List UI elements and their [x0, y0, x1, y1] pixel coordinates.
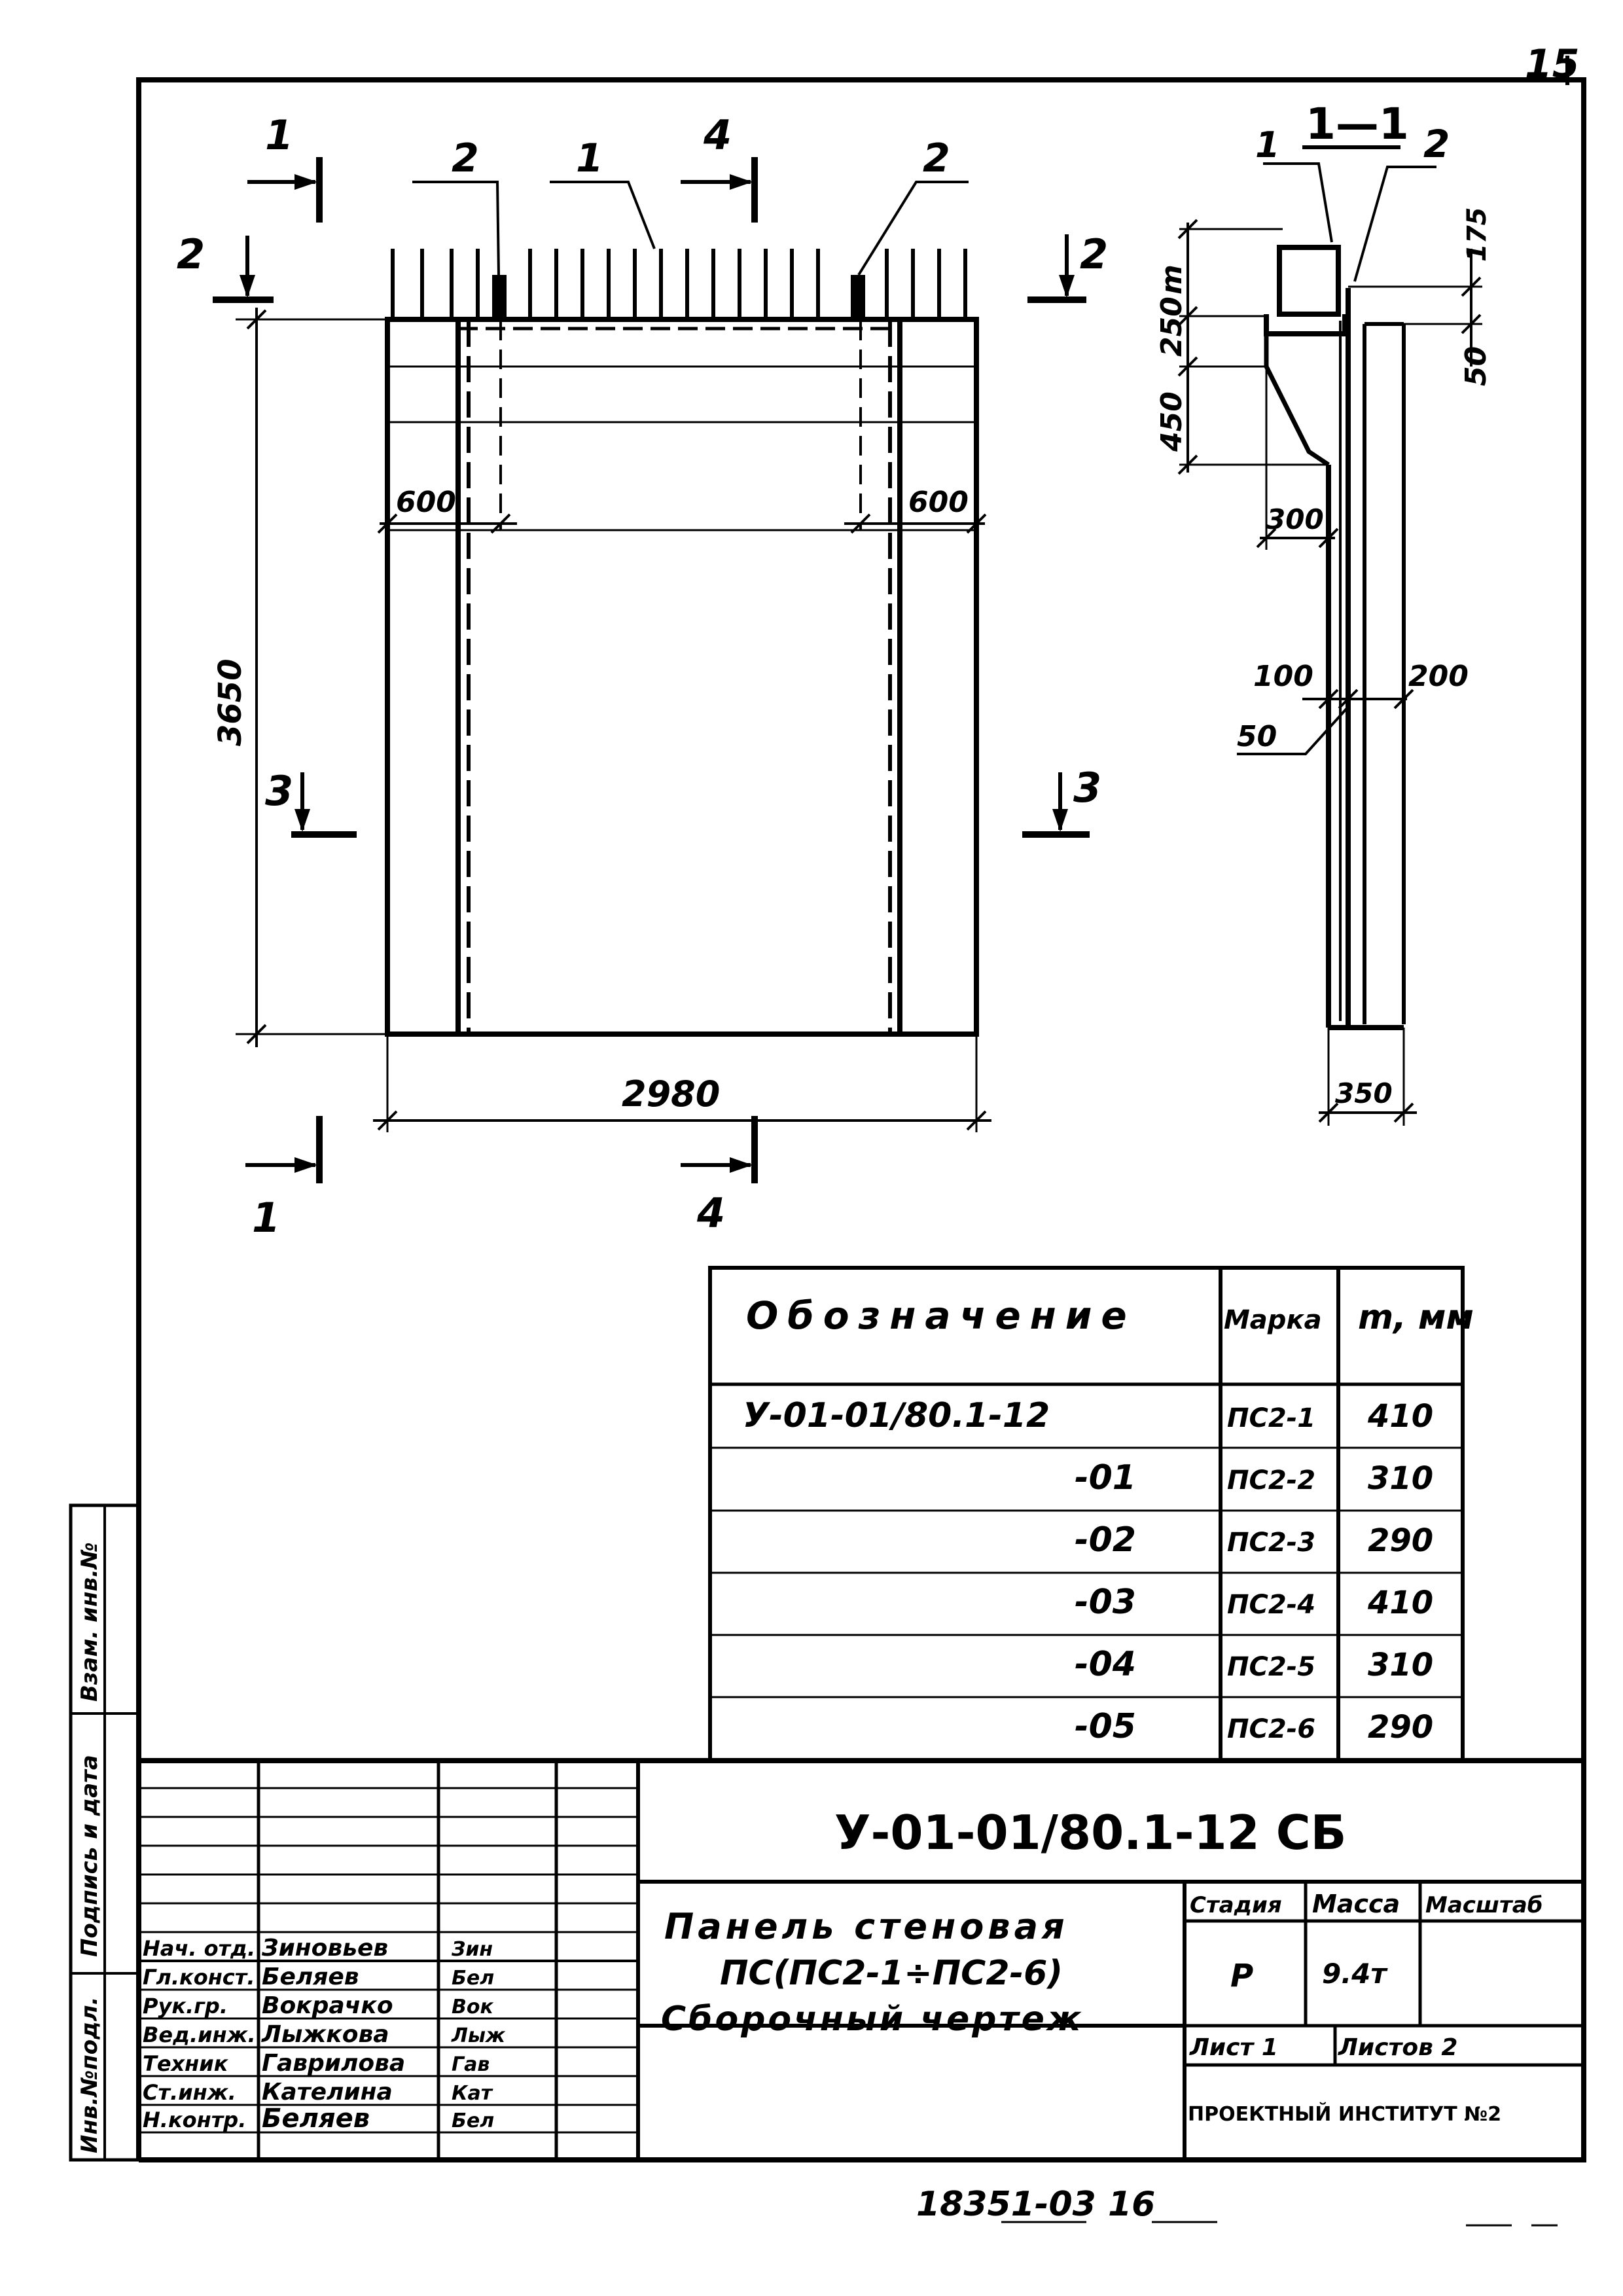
row-5-mark: ПС2-6 [1227, 1714, 1316, 1744]
svg-text:Кателина: Кателина [262, 2079, 393, 2106]
svg-text:600: 600 [396, 486, 456, 519]
svg-text:Вед.инж.: Вед.инж. [143, 2022, 256, 2047]
svg-text:Вокрачко: Вокрачко [262, 1992, 393, 2019]
row-0-mark: ПС2-1 [1227, 1403, 1316, 1433]
row-2-t: 290 [1368, 1522, 1434, 1559]
svg-text:2: 2 [1080, 230, 1109, 278]
svg-text:Зиновьев: Зиновьев [262, 1935, 389, 1962]
row-2-designation: -02 [1075, 1520, 1136, 1560]
doc-code: У-01-01/80.1-12 СБ [834, 1805, 1347, 1860]
svg-text:m: m [1155, 264, 1188, 295]
svg-text:3: 3 [265, 767, 294, 815]
svg-text:3: 3 [1073, 764, 1102, 812]
svg-text:250: 250 [1155, 296, 1188, 357]
mass-label: Масса [1312, 1890, 1400, 1918]
row-0-t: 410 [1368, 1398, 1434, 1435]
svg-text:350: 350 [1335, 1077, 1393, 1109]
svg-text:600: 600 [908, 486, 969, 519]
svg-text:2980: 2980 [622, 1073, 721, 1115]
callout-2-left: 2 [452, 135, 479, 181]
sheet-label: Лист 1 [1190, 2034, 1278, 2061]
svg-text:Гав: Гав [452, 2053, 490, 2076]
row-4-mark: ПС2-5 [1227, 1652, 1316, 1682]
svg-text:1: 1 [252, 1194, 281, 1242]
svg-text:4: 4 [697, 1189, 726, 1237]
svg-text:50: 50 [1459, 346, 1493, 386]
sign-date-label: Подпись и дата [77, 1755, 103, 1957]
svg-text:Зин: Зин [452, 1938, 493, 1961]
row-1-t: 310 [1368, 1460, 1434, 1497]
svg-text:Лыжкова: Лыжкова [262, 2021, 389, 2048]
svg-text:Нач. отд.: Нач. отд. [143, 1936, 256, 1961]
scale-label: Масштаб [1425, 1892, 1543, 1918]
svg-text:Лыж: Лыж [452, 2024, 505, 2047]
svg-text:450: 450 [1155, 391, 1188, 452]
replace-label: Взам. инв.№ [77, 1542, 103, 1702]
title-line2: ПС(ПС2-1÷ПС2-6) [720, 1954, 1063, 1993]
stage-value: Р [1230, 1958, 1254, 1994]
row-1-designation: -01 [1075, 1458, 1136, 1498]
inventory-number: 18351-03 16 [916, 2185, 1156, 2224]
svg-text:Рук.гр.: Рук.гр. [143, 1994, 228, 2018]
svg-text:Беляев: Беляев [262, 1964, 359, 1990]
callout-1: 1 [576, 135, 603, 181]
row-2-mark: ПС2-3 [1227, 1528, 1316, 1558]
svg-text:Вок: Вок [452, 1996, 493, 2018]
row-5-designation: -05 [1075, 1707, 1136, 1746]
staff-row [143, 2021, 506, 2048]
title-line3: Сборочный чертеж [661, 2000, 1084, 2039]
row-0-designation: У-01-01/80.1-12 [743, 1396, 1050, 1435]
svg-text:Бел: Бел [452, 2109, 495, 2132]
sheet-number: 15 [1525, 41, 1580, 87]
svg-text:50: 50 [1237, 720, 1277, 753]
row-4-t: 310 [1368, 1647, 1434, 1683]
svg-text:Гаврилова: Гаврилова [262, 2050, 406, 2077]
callout-2-right: 2 [923, 135, 950, 181]
row-5-t: 290 [1368, 1709, 1434, 1746]
stage-label: Стадия [1190, 1892, 1282, 1918]
inv-orig-label: Инв.№подл. [77, 1996, 103, 2153]
row-4-designation: -04 [1075, 1645, 1136, 1684]
row-3-t: 410 [1368, 1585, 1434, 1621]
svg-text:2: 2 [177, 230, 205, 278]
svg-text:4: 4 [704, 111, 732, 159]
svg-text:Бел: Бел [452, 1967, 495, 1990]
mass-value: 9.4т [1322, 1958, 1387, 1990]
svg-text:1: 1 [1255, 124, 1280, 166]
svg-text:1: 1 [265, 111, 294, 159]
header-mark: Марка [1224, 1305, 1322, 1335]
header-thickness: m, мм [1358, 1298, 1474, 1337]
svg-text:300: 300 [1266, 503, 1324, 535]
svg-text:100: 100 [1253, 660, 1313, 693]
svg-text:2: 2 [1423, 122, 1450, 166]
svg-text:Беляев: Беляев [262, 2104, 370, 2134]
organization: ПРОЕКТНЫЙ ИНСТИТУТ №2 [1188, 2103, 1502, 2126]
row-3-mark: ПС2-4 [1227, 1590, 1316, 1620]
title-line1: Панель стеновая [664, 1906, 1069, 1947]
svg-text:Кат: Кат [452, 2082, 493, 2105]
svg-text:Техник: Техник [143, 2051, 228, 2076]
header-designation: Обозначение [746, 1293, 1136, 1338]
row-1-mark: ПС2-2 [1227, 1465, 1316, 1496]
row-3-designation: -03 [1075, 1583, 1136, 1622]
svg-text:175: 175 [1462, 207, 1492, 262]
svg-text:Гл.конст.: Гл.конст. [143, 1965, 255, 1990]
svg-text:200: 200 [1408, 660, 1469, 693]
section-title: 1—1 [1306, 99, 1409, 149]
sheets-label: Листов 2 [1338, 2034, 1458, 2061]
svg-text:Ст.инж.: Ст.инж. [143, 2080, 236, 2105]
svg-text:Н.контр.: Н.контр. [143, 2108, 247, 2132]
svg-text:3650: 3650 [212, 658, 249, 746]
